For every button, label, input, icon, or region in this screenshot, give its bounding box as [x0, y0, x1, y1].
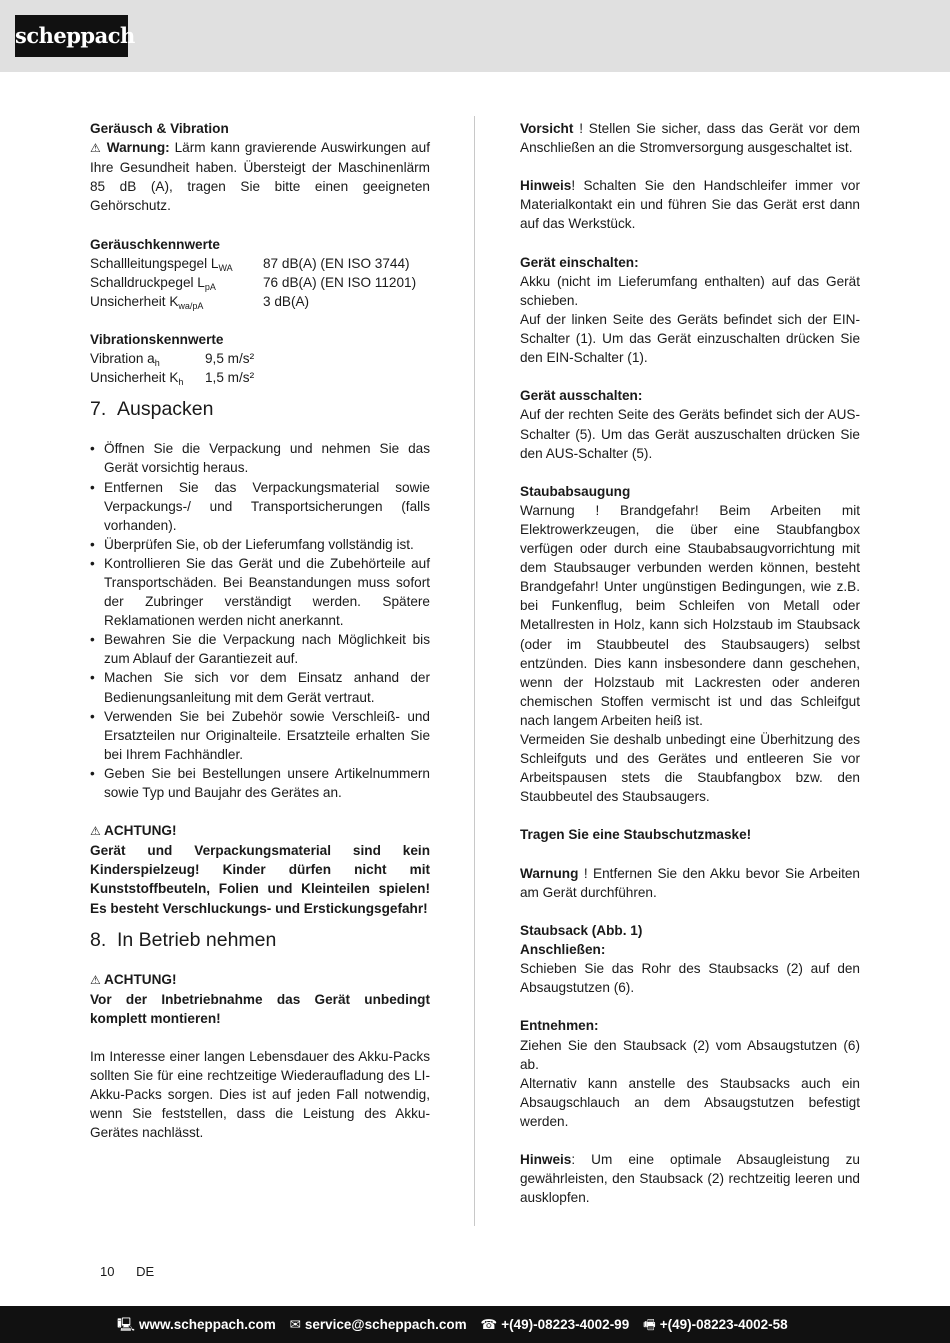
noise-value-row [90, 273, 430, 292]
battery-text: Im Interesse einer langen Lebensdauer des Akku-Packs sollten Sie für eine rechtzeitige Wiederaufladung des LI-Akku-Packs sorgen. Dies ist auf jeden Fall notwendig, wenn Sie feststellen, dass die Leistung des Akku-Gerätes nachlässt. [90, 1049, 430, 1141]
noise-value-label: Unsicherheit K [90, 293, 179, 309]
section-7-heading [90, 397, 430, 421]
list-item: • Bewahren Sie die Verpackung nach Möglichkeit bis zum Ablauf der Garantiezeit auf. [90, 630, 430, 668]
remove-text: Ziehen Sie den Staubsack (2) vom Absaugstutzen (6) ab. [520, 1037, 860, 1072]
connect-heading: Anschließen: [520, 942, 606, 958]
switch-off-heading: Gerät ausschalten: [520, 388, 643, 404]
list-item: • Geben Sie bei Bestellungen unsere Artikelnummern sowie Typ und Baujahr des Gerätes an. [90, 764, 430, 802]
caution-1-text: Gerät und Verpackungsmaterial sind kein Kinderspielzeug! Kinder dürfen nicht mit Kunststoffbeuteln, Folien und Kleinteilen spielen! Es besteht Verschluckungs- und Erstickungsgefahr! [90, 843, 430, 916]
list-item: • Öffnen Sie die Verpackung und nehmen Sie das Gerät vorsichtig heraus. [90, 439, 430, 477]
dust-heading: Staubabsaugung [520, 483, 631, 499]
footer-web-text: www.scheppach.com [139, 1317, 276, 1332]
unpack-list [90, 439, 430, 802]
note-label: Hinweis [520, 1152, 572, 1168]
caution-label: Vorsicht [520, 121, 574, 136]
section-number: 7. [90, 398, 107, 421]
section-title: In Betrieb nehmen [117, 928, 277, 951]
warning-icon: ⚠ [90, 824, 101, 839]
mask-text: Tragen Sie eine Staubschutzmaske! [520, 827, 752, 843]
remove-heading: Entnehmen: [520, 1018, 599, 1034]
remove-text: Alternativ kann anstelle des Staubsacks auch ein Absaugschlauch an dem Absaugstutzen befestigt werden. [520, 1075, 860, 1129]
bag-heading: Staubsack (Abb. 1) [520, 922, 643, 938]
footer-phone[interactable] [480, 1317, 629, 1332]
warning-text: ! Entfernen Sie den Akku bevor Sie Arbeiten am Gerät durchführen. [520, 865, 860, 900]
caution-2-text: Vor der Inbetriebnahme das Gerät unbedingt komplett montieren! [90, 991, 430, 1026]
noise-heading: Geräusch & Vibration [90, 121, 229, 136]
computer-icon: 🖳 [117, 1317, 136, 1332]
column-divider [474, 116, 475, 1226]
vibration-value-sub: h [178, 377, 184, 388]
dust-text: Warnung ! Brandgefahr! Beim Arbeiten mit Elektrowerkzeugen, die über eine Staubfangbox verfügen oder durch eine Staubabsaugvorrichtung mit dem Staubsauger verbunden werden können, besteht Brandgefahr! Unter ungünstigen Bedingungen, wie z.B. bei Funkenflug, beim Schleifen von Metall oder Metallresten in Holz, kann sich Holzstaub im Staubsack (oder im Staubbeutel des Staubsaugers) selbst entzünden. Dies kann insbesondere dann geschehen, wenn der Holzstaub mit Lackresten oder anderen chemischen Stoffen vermischt ist und das Schleifgut nach langem Arbeiten heiß ist. [520, 502, 860, 728]
switch-on-text: Auf der linken Seite des Geräts befindet sich der EIN-Schalter (1). Um das Gerät einzuschalten drücken Sie den EIN-Schalter (1). [520, 311, 860, 366]
note-1-paragraph [520, 176, 860, 233]
footer-email-text: service@scheppach.com [304, 1317, 467, 1332]
list-item: • Machen Sie sich vor dem Einsatz anhand der Bedienungsanleitung mit dem Gerät vertraut. [90, 668, 430, 706]
noise-value-sub: WA [218, 262, 233, 273]
vibration-value: 9,5 m/s² [205, 351, 255, 367]
noise-value: 3 dB(A) [263, 293, 310, 309]
page-number: 10 [100, 1264, 115, 1279]
noise-value: 87 dB(A) (EN ISO 3744) [263, 255, 410, 271]
list-item: • Kontrollieren Sie das Gerät und die Zubehörteile auf Transportschäden. Bei Beanstandungen muss sofort der Zubringer verständigt werden. Spätere Reklamationen werden nicht anerkannt. [90, 554, 430, 630]
footer-fax[interactable] [643, 1317, 788, 1332]
noise-value-label: Schalldruckpegel L [90, 274, 205, 290]
note-text: ! Schalten Sie den Handschleifer immer vor Materialkontakt ein und führen Sie das Gerät erst dann auf das Werkstück. [520, 178, 860, 232]
switch-off-text: Auf der rechten Seite des Geräts befindet sich der AUS-Schalter (5). Um das Gerät auszuschalten drücken Sie den AUS-Schalter (5). [520, 407, 860, 461]
left-column [90, 119, 430, 1143]
vibration-value-sub: h [154, 358, 160, 369]
noise-value-row [90, 292, 430, 311]
section-title: Auspacken [117, 398, 214, 421]
warning-label: Warnung [520, 865, 579, 881]
section-8-heading [90, 928, 430, 952]
warning-icon: ⚠ [90, 141, 102, 156]
switch-on-text: Akku (nicht im Lieferumfang enthalten) auf das Gerät schieben. [520, 273, 860, 308]
noise-value-sub: wa/pA [178, 300, 204, 311]
noise-values-heading: Geräuschkennwerte [90, 236, 220, 252]
noise-warning-label: Warnung: [106, 140, 170, 156]
caution-label: ACHTUNG! [104, 971, 177, 987]
footer-fax-text: +(49)-08223-4002-58 [659, 1317, 788, 1332]
caution-1-label-line [90, 821, 430, 841]
vibration-value-row [90, 368, 430, 387]
vibration-value-label: Unsicherheit K [90, 370, 179, 386]
noise-value-row [90, 254, 430, 273]
contact-footer [0, 1306, 950, 1343]
vibration-heading: Vibrationskennwerte [90, 332, 224, 348]
switch-on-heading: Gerät einschalten: [520, 254, 639, 270]
list-item: • Entfernen Sie das Verpackungsmaterial sowie Verpackungs-/ und Transportsicherungen (falls vorhanden). [90, 478, 430, 535]
noise-value-label: Schallleitungspegel L [90, 255, 219, 271]
note-2-paragraph [520, 1150, 860, 1207]
brand-logo: scheppach [15, 15, 128, 57]
noise-value-sub: pA [204, 281, 216, 292]
noise-value: 76 dB(A) (EN ISO 11201) [263, 274, 417, 290]
vibration-value-row [90, 349, 430, 368]
note-label: Hinweis [520, 178, 572, 194]
vibration-value-label: Vibration a [90, 351, 155, 367]
note-text: : Um eine optimale Absaugleistung zu gewährleisten, den Staubsack (2) rechtzeitig leeren und ausklopfen. [520, 1152, 860, 1206]
dust-text: Vermeiden Sie deshalb unbedingt eine Überhitzung des Schleifguts und des Gerätes und entleeren Sie vor Arbeitspausen stets die Staubfangbox bzw. den Staubbeutel des Staubsaugers. [520, 732, 860, 805]
connect-text: Schieben Sie das Rohr des Staubsacks (2) auf den Absaugstutzen (6). [520, 961, 860, 996]
footer-email[interactable] [290, 1317, 467, 1332]
list-item: • Verwenden Sie bei Zubehör sowie Verschleiß- und Ersatzteilen nur Originalteile. Ersatzteile erhalten Sie bei Ihrem Fachhändler. [90, 707, 430, 764]
caution-label: ACHTUNG! [104, 823, 177, 839]
page-footer [100, 1264, 172, 1279]
noise-warning-text: Lärm kann gravierende Auswirkungen auf Ihre Gesundheit haben. Übersteigt der Maschinenlärm 85 dB (A), tragen Sie bitte einen geeigneten Gehörschutz. [90, 140, 430, 214]
caution-text: ! Stellen Sie sicher, dass das Gerät vor dem Anschließen an die Stromversorgung ausgeschaltet ist. [520, 121, 860, 156]
mail-icon: ✉ [289, 1317, 301, 1332]
right-column [520, 119, 860, 1207]
phone-icon: ☎ [480, 1317, 498, 1332]
header-bar [0, 0, 950, 72]
caution-paragraph [520, 119, 860, 157]
list-item: • Überprüfen Sie, ob der Lieferumfang vollständig ist. [90, 535, 430, 554]
page-language: DE [136, 1264, 155, 1279]
warning-icon: ⚠ [90, 972, 101, 987]
vibration-value: 1,5 m/s² [205, 370, 255, 386]
section-number: 8. [90, 928, 107, 951]
fax-icon: 🖷 [642, 1317, 656, 1332]
caution-2-label-line [90, 970, 430, 990]
footer-web[interactable] [117, 1317, 276, 1332]
warning-paragraph [520, 864, 860, 902]
noise-warning [90, 138, 430, 215]
footer-phone-text: +(49)-08223-4002-99 [501, 1317, 630, 1332]
